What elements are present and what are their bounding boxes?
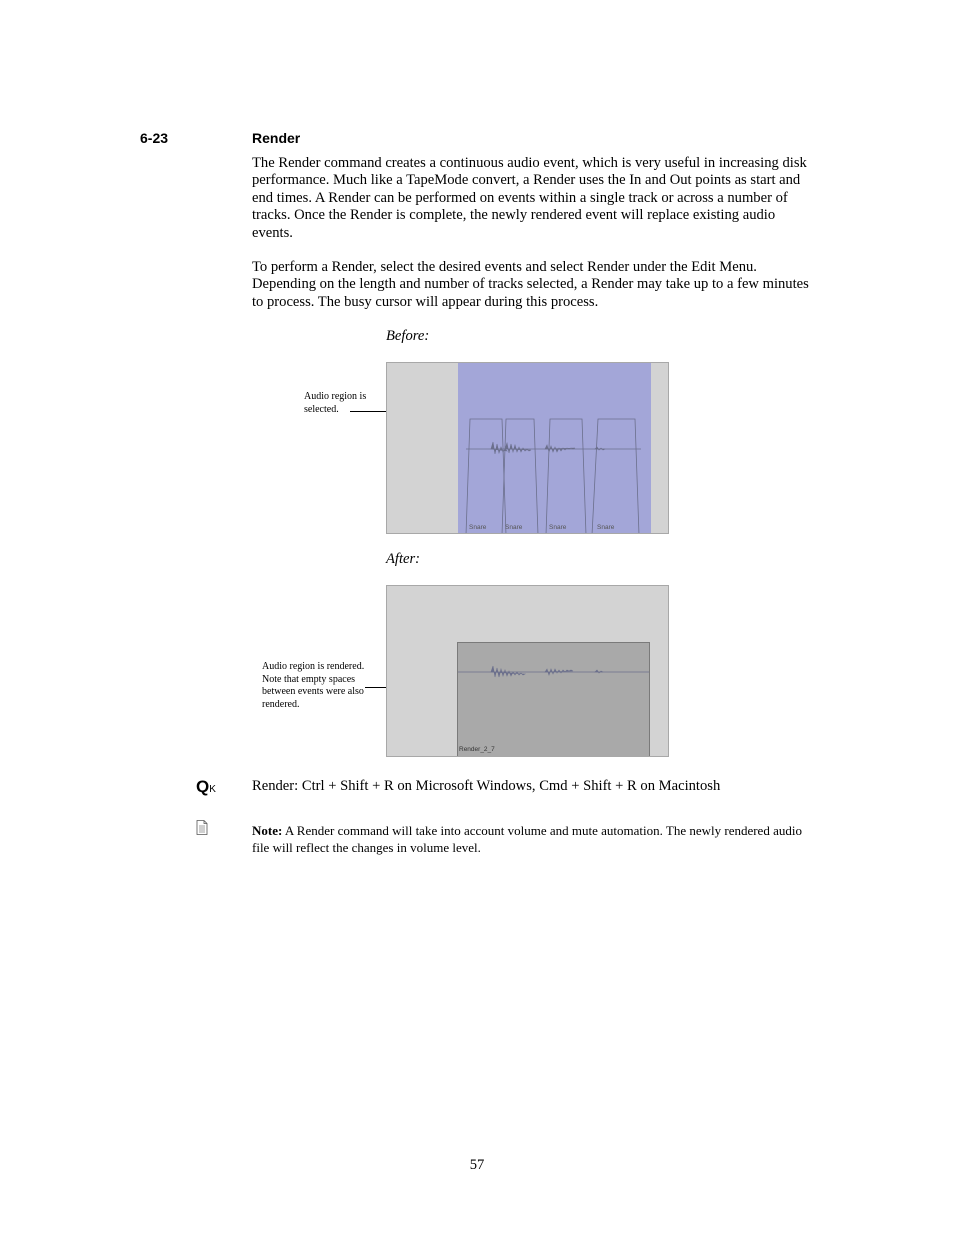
track-label: Snare (597, 524, 615, 531)
rendered-region-label: Render_2_7 (459, 746, 495, 753)
after-waveform (387, 586, 669, 757)
note-icon (196, 820, 208, 835)
note-label: Note: (252, 823, 283, 838)
section-title: Render (252, 130, 301, 146)
track-label: Snare (549, 524, 567, 531)
track-label: Snare (505, 524, 523, 531)
after-caption: After: (386, 551, 421, 567)
keyboard-shortcut-icon: QK (196, 777, 216, 796)
note-body: A Render command will take into account volume and mute automation. The newly rendered audio file will reflect the changes in volume level. (252, 823, 802, 855)
before-waveforms (387, 363, 669, 534)
page-number: 57 (469, 1157, 485, 1173)
before-screenshot (386, 362, 669, 534)
after-callout: Audio region is rendered. Note that empty spaces between events were also rendered. (262, 661, 365, 710)
section-number: 6-23 (140, 130, 169, 146)
after-screenshot (386, 585, 669, 757)
note-text (252, 823, 817, 856)
paragraph-procedure: To perform a Render, select the desired events and select Render under the Edit Menu. Depending on the length and number of tracks selected, a Render may take up to a few minutes to process. The busy cursor will appear during this process. (252, 259, 809, 310)
paragraph-intro: The Render command creates a continuous audio event, which is very useful in increasing disk performance. Much like a TapeMode convert, a Render uses the In and Out points as start and end times. A Render can be performed on events within a single track or across a number of tracks. Once the Render is complete, the newly rendered event will replace existing audio events. (252, 155, 807, 241)
track-label: Snare (469, 524, 487, 531)
before-caption: Before: (386, 328, 430, 344)
before-callout: Audio region is selected. (304, 391, 367, 415)
shortcut-text: Render: Ctrl + Shift + R on Microsoft Windows, Cmd + Shift + R on Macintosh (252, 778, 721, 794)
